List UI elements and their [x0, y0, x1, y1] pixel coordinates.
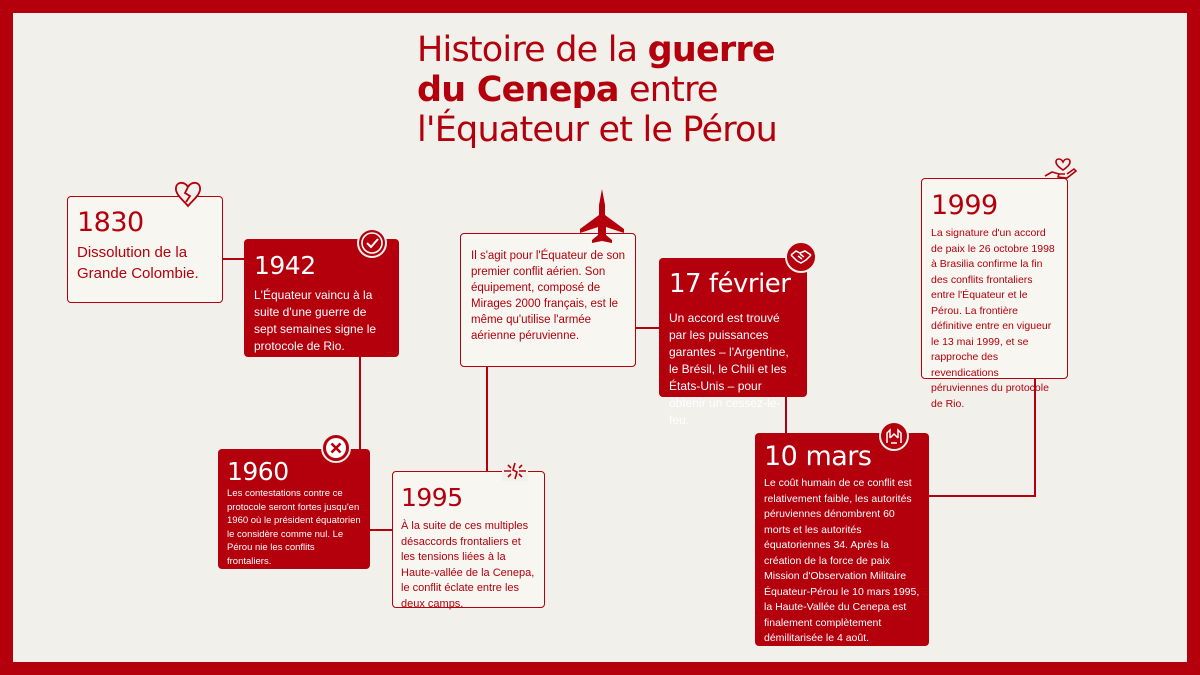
- heart-hand-icon: [1043, 150, 1079, 184]
- event-text: La signature d'un accord de paix le 26 octobre 1998 à Brasilia confirme la fin des conflits frontaliers entre l'Équateur et le Pérou. La frontière définitive entre en vigueur le 13 mai 1999, et se rapproche des revendications péruviennes du protocole de Rio.: [931, 227, 1055, 410]
- fighter-jet-icon: [578, 187, 626, 247]
- event-text: Les contestations contre ce protocole seront fortes jusqu'en 1960 où le président équatorien le considère comme nul. Le Pérou nie les conflits frontaliers.: [227, 488, 361, 567]
- timeline-card-1960: [218, 449, 370, 569]
- event-text: Un accord est trouvé par les puissances garantes – l'Argentine, le Brésil, le Chili et les États-Unis – pour obtenir un cessez-le-feu.: [669, 311, 789, 427]
- check-circle-icon: [356, 227, 388, 259]
- broken-heart-icon: [173, 181, 203, 209]
- connector-line: [370, 529, 393, 531]
- event-year: 1960: [227, 457, 289, 486]
- page-title: Histoire de la guerre du Cenepa entre l'Équateur et le Pérou: [417, 30, 778, 150]
- event-text: Il s'agit pour l'Équateur de son premier conflit aérien. Son équipement, composé de Mirages 2000 français, est le même qu'utilise l'armée aérienne péruvienne.: [471, 250, 625, 342]
- peace-hands-icon: [878, 420, 910, 452]
- event-year: 17 février: [669, 269, 791, 299]
- timeline-card-1999: [921, 178, 1068, 410]
- event-year: 1942: [254, 251, 316, 280]
- timeline-card-aerial: [460, 233, 636, 367]
- event-text: L'Équateur vaincu à la suite d'une guerre de sept semaines signe le protocole de Rio.: [254, 288, 377, 353]
- event-text: À la suite de ces multiples désaccords frontaliers et les tensions liées à la Haute-vallée de la Cenepa, le conflit éclate entre les deux camps.: [401, 520, 535, 610]
- event-year: 1995: [401, 483, 463, 512]
- event-year: 10 mars: [764, 441, 872, 472]
- x-circle-icon: [320, 432, 352, 464]
- handshake-icon: [784, 240, 818, 274]
- connector-line: [359, 357, 361, 449]
- event-text: Dissolution de la Grande Colombie.: [77, 244, 199, 282]
- timeline-card-17-fevrier: [659, 258, 807, 427]
- event-year: 1830: [77, 207, 144, 238]
- connector-line: [636, 327, 660, 329]
- connector-line: [222, 258, 246, 260]
- event-year: 1999: [931, 190, 998, 221]
- event-text: Le coût humain de ce conflit est relativement faible, les autorités péruviennes dénombrent 60 morts et les autorités équatoriennes 34. Après la création de la force de paix Mission d'Observation Militaire Équateur-Pérou le 10 mars 1995, la Haute-Vallée du Cenepa est finalement complètement démilitarisée le 4 août.: [764, 477, 920, 644]
- timeline-card-10-mars: [755, 433, 929, 646]
- connector-line: [486, 367, 488, 471]
- timeline-card-1830: [67, 196, 223, 303]
- connector-line: [929, 495, 1036, 497]
- clash-icon: [500, 459, 530, 483]
- timeline-card-1995: [392, 471, 545, 608]
